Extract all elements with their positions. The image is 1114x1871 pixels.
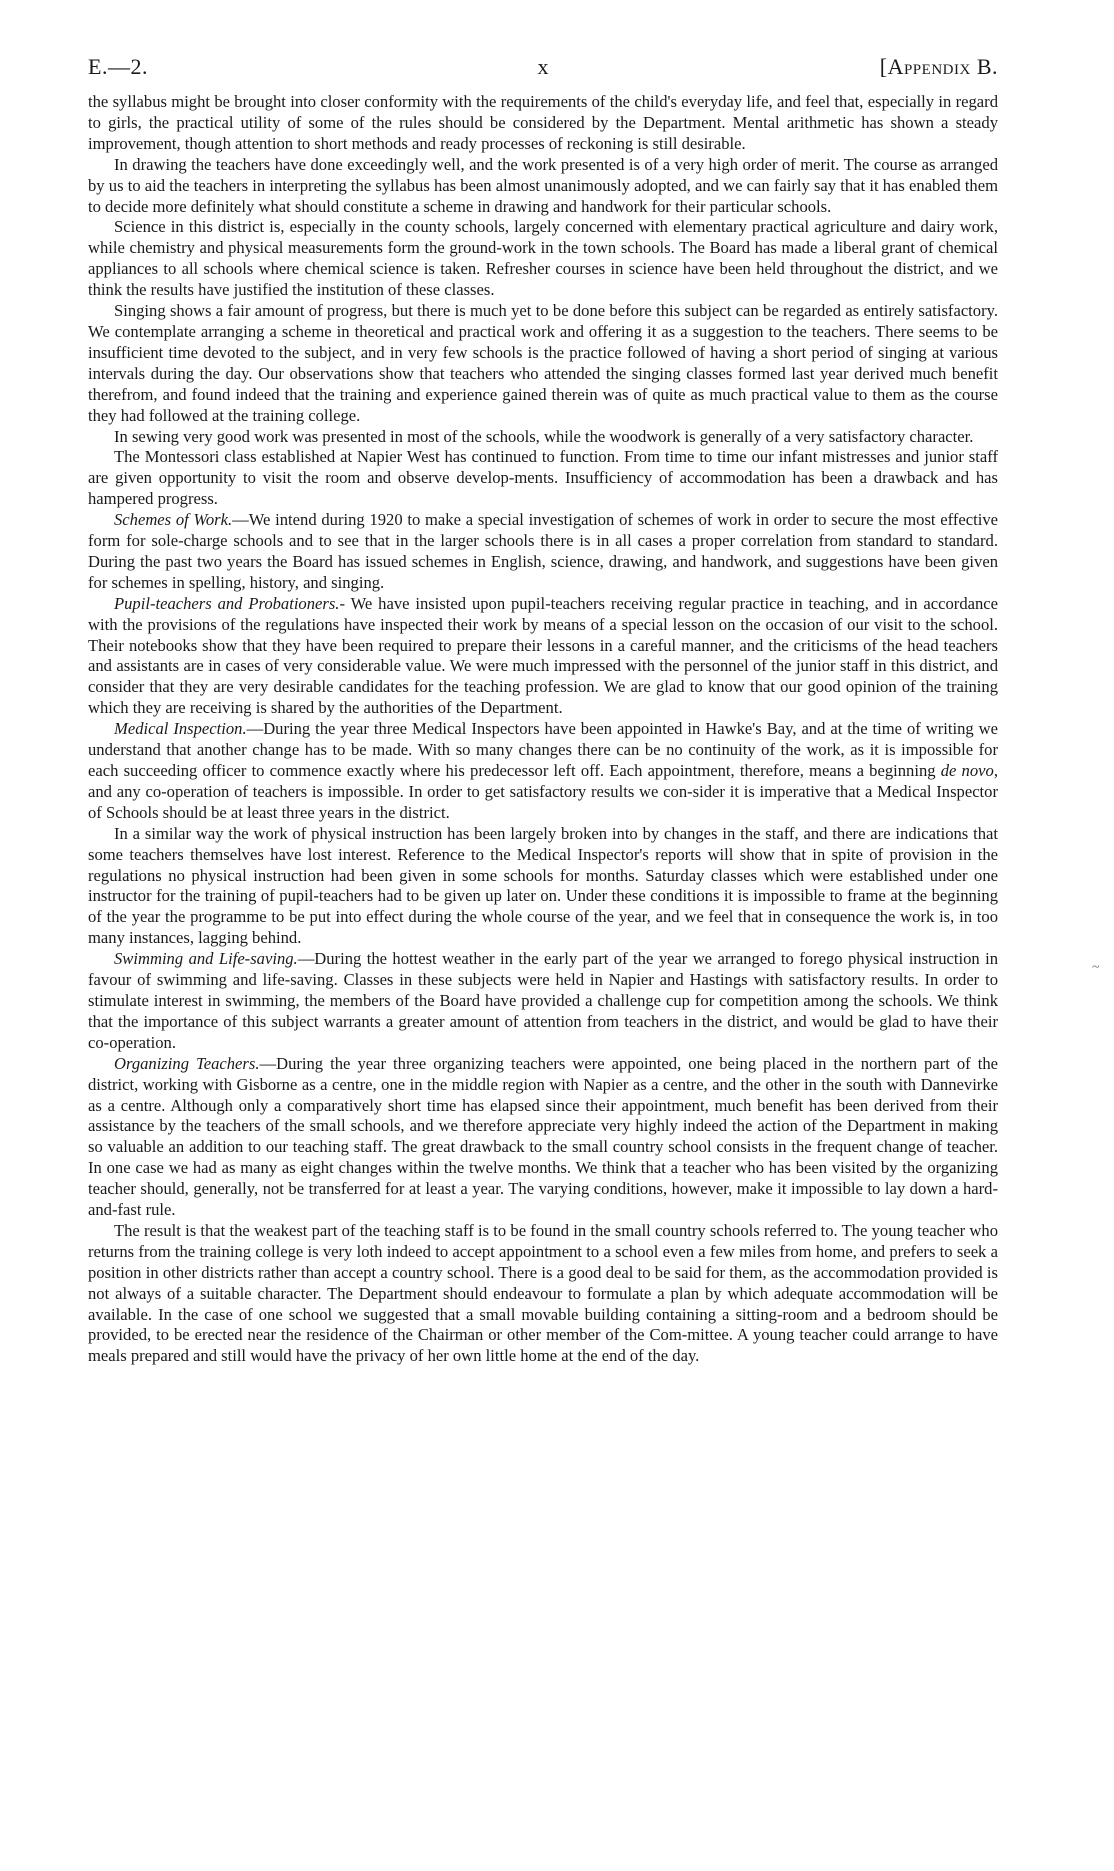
paragraph-sewing: In sewing very good work was presented in most of the schools, while the woodwork is generally of a very satisfactory character. [114,426,974,446]
paragraph-arithmetic-continued: the syllabus might be brought into closer conformity with the requirements of the child's everyday life, and feel that, especially in regard to girls, the practical utility of some of the rules should be considered by the Department. Mental arithmetic has shown a steady improvement, though attention to short methods and ready processes of reckoning is still desirable. [88,92,998,153]
header-page-number: x [537,54,549,79]
paragraph-physical-instruction: In a similar way the work of physical instruction has been largely broken into by changes in the staff, and there are indications that some teachers themselves have lost interest. Reference to the Medical Inspector's reports will show that in spite of provision in the regulations no physical instruction had been given in some schools for months. Saturday classes which were established under one instructor for the training of pupil-teachers had to be given up later on. Under these conditions it is impossible to frame at the beginning of the year the programme to be put into effect during the whole course of the year, and we feel that in consequence the work is, in too many instances, lagging behind. [88,823,998,948]
section-title-schemes: Schemes of Work. [114,510,233,530]
page-header [88,48,998,82]
document-page [88,48,998,1367]
paragraph-swimming: Swimming and Life-saving.—During the hottest weather in the early part of the year we arranged to forego physical instruction in favour of swimming and life-saving. Classes in these subjects were held in Napier and Hastings with satisfactory results. In order to stimulate interest in swimming, the members of the Board have provided a challenge cup for competition among the schools. We think that the importance of this subject warrants a greater amount of attention from teachers in the district, and would be glad to have their co-operation. [88,949,998,1052]
margin-scan-mark: ~ [1092,960,1100,975]
section-title-swimming: Swimming and Life-saving. [114,949,298,969]
section-title-medical: Medical Inspection. [114,719,247,739]
paragraph-organizing-teachers: Organizing Teachers.—During the year three organizing teachers were appointed, one being placed in the northern part of the district, working with Gisborne as a centre, one in the middle region with Napier as a centre, and the other in the south with Dannevirke as a centre. Although only a comparatively short time has elapsed since their appointment, much benefit has been derived from their assistance by the teachers of the small schools, and we therefore appreciate very highly indeed the action of the Department in making so valuable an addition to our teaching staff. The great drawback to the small country school consists in the frequent change of teacher. In one case we had as many as eight changes within the twelve months. We think that a teacher who has been visited by the organizing teacher should, generally, not be transferred for at least a year. The varying conditions, however, make it impossible to lay down a hard-and-fast rule. [88,1053,999,1220]
paragraph-pupil-teachers: Pupil-teachers and Probationers.- We have insisted upon pupil-teachers receiving regular practice in teaching, and in accordance with the provisions of the regulations have inspected their work by means of a special lesson on the occasion of our visit to the school. Their notebooks show that they have been required to prepare their lessons in a careful manner, and the criticisms of the head teachers and assistants are in cases of very considerable value. We were much impressed with the personnel of the junior staff in this district, and consider that they are very desirable candidates for the teaching profession. We are glad to know that our good opinion of the training which they are receiving is shared by the authorities of the Department. [88,593,999,718]
section-title-organizing: Organizing Teachers. [114,1053,260,1073]
body-text [88,92,998,1367]
paragraph-drawing: In drawing the teachers have done exceedingly well, and the work presented is of a very high order of merit. The course as arranged by us to aid the teachers in interpreting the syllabus has been almost unanimously adopted, and we can fairly say that it has enabled them to decide more definitely what should constitute a scheme in drawing and handwork for their particular schools. [88,154,998,216]
paragraph-science: Science in this district is, especially in the county schools, largely concerned with elementary practical agriculture and dairy work, while chemistry and physical measurements form the ground-work in the town schools. The Board has made a liberal grant of chemical appliances to all schools where chemical science is taken. Refresher courses in science have been held throughout the district, and we think the results have justified the institution of these classes. [88,217,998,300]
paragraph-medical-inspection: Medical Inspection.—During the year three Medical Inspectors have been appointed in Hawke's Bay, and at the time of writing we understand that another change has to be made. With so many changes there can be no continuity of the work, as it is impossible for each succeeding officer to commence exactly where his predecessor left off. Each appointment, therefore, means a beginning de novo, and any co-operation of teachers is impossible. In order to get satisfactory results we con-sider it is imperative that a Medical Inspector of Schools should be at least three years in the district. [88,719,998,822]
section-title-pupil-teachers: Pupil-teachers and Probationers. [114,593,340,613]
header-appendix-label: [Appendix B. [879,54,998,79]
paragraph-schemes-of-work: Schemes of Work.—We intend during 1920 to make a special investigation of schemes of work in order to secure the most effective form for sole-charge schools and to see that in the larger schools there is in all cases a proper correlation from standard to standard. During the past two years the Board has issued schemes in English, science, drawing, and handwork, and suggestions have been given for schemes in spelling, history, and singing. [88,510,998,592]
paragraph-singing: Singing shows a fair amount of progress, but there is much yet to be done before this subject can be regarded as entirely satisfactory. We contemplate arranging a scheme in theoretical and practical work and offering it as a suggestion to the teachers. There seems to be insufficient time devoted to the subject, and in very few schools is the practice followed of having a short period of singing at various intervals during the day. Our observations show that teachers who attended the singing classes formed last year derived much benefit therefrom, and found indeed that the training and experience gained therein was of quite as much practical value to them as the course they had followed at the training college. [88,301,998,425]
header-document-code: E.—2. [88,54,148,79]
paragraph-country-schools: The result is that the weakest part of the teaching staff is to be found in the small country schools referred to. The young teacher who returns from the training college is very loth indeed to accept appointment to a school even a few miles from home, and prefers to seek a position in other districts rather than accept a country school. There is a good deal to be said for them, as the accommodation provided is not always of a suitable character. The Department should endeavour to formulate a plan by which adequate accommodation will be available. In the case of one school we suggested that a small movable building containing a sitting-room and a bedroom should be provided, to be erected near the residence of the Chairman or other member of the Com-mittee. A young teacher could arrange to have meals prepared and still would have the privacy of her own little home at the end of the day. [88,1220,998,1366]
paragraph-montessori: The Montessori class established at Napier West has continued to function. From time to time our infant mistresses and junior staff are given opportunity to visit the room and observe develop-ments. Insufficiency of accommodation has been a drawback and has hampered progress. [88,447,998,509]
